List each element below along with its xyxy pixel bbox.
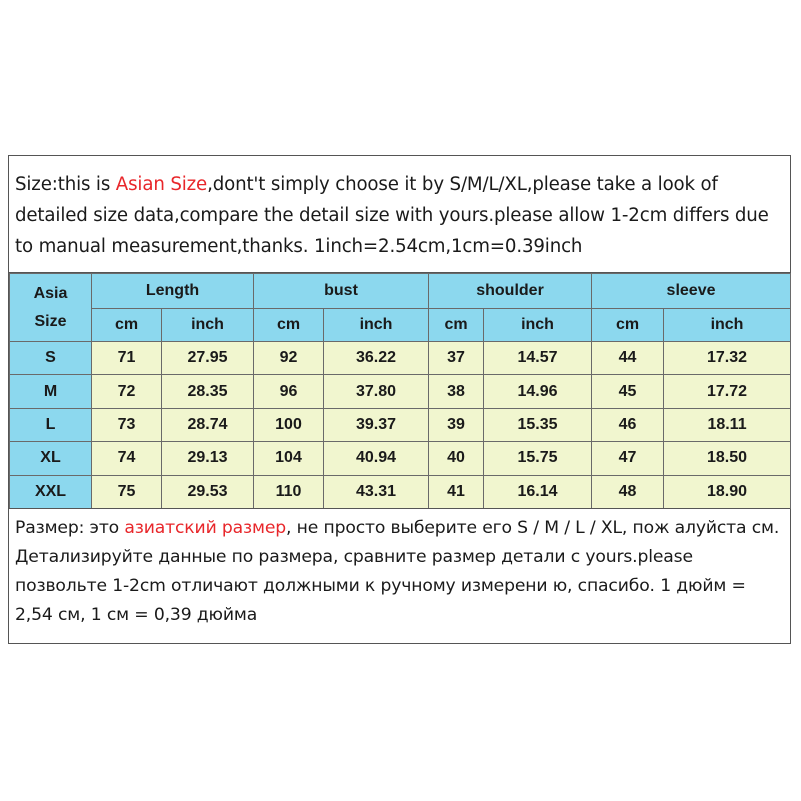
table-row [10, 442, 791, 475]
table-cell: 45 [592, 375, 664, 408]
table-cell: 37 [429, 342, 484, 375]
table-cell: 96 [254, 375, 324, 408]
table-cell: 17.72 [664, 375, 791, 408]
table-cell: 29.53 [162, 475, 254, 508]
group-header-row [10, 274, 791, 309]
table-cell: 37.80 [324, 375, 429, 408]
table-cell: 75 [92, 475, 162, 508]
asia-size-header: Asia Size [10, 274, 92, 342]
table-cell: 73 [92, 408, 162, 441]
unit-header: cm [429, 309, 484, 342]
sleeve-header: sleeve [592, 274, 791, 309]
table-cell: 43.31 [324, 475, 429, 508]
table-cell: 28.35 [162, 375, 254, 408]
table-cell: 18.11 [664, 408, 791, 441]
table-cell: 36.22 [324, 342, 429, 375]
unit-header: inch [162, 309, 254, 342]
table-cell: 28.74 [162, 408, 254, 441]
table-cell: 40 [429, 442, 484, 475]
size-label: M [10, 375, 92, 408]
unit-header: inch [664, 309, 791, 342]
table-cell: 71 [92, 342, 162, 375]
intro-text-rest: ,dont't simply choose it by S/M/L/XL,please take a look of detailed size data,compare the detail size with yours.please allow 1-2cm differs due to manual measurement,thanks. 1inch=2.54cm,1cm=0.39inch [15, 174, 769, 257]
table-cell: 48 [592, 475, 664, 508]
table-cell: 39.37 [324, 408, 429, 441]
size-label: S [10, 342, 92, 375]
table-row [10, 375, 791, 408]
table-cell: 18.50 [664, 442, 791, 475]
unit-header: cm [92, 309, 162, 342]
table-cell: 41 [429, 475, 484, 508]
table-cell: 40.94 [324, 442, 429, 475]
table-row [10, 475, 791, 508]
table-cell: 14.57 [484, 342, 592, 375]
unit-header-row [10, 309, 791, 342]
table-cell: 104 [254, 442, 324, 475]
table-cell: 38 [429, 375, 484, 408]
table-cell: 92 [254, 342, 324, 375]
table-cell: 16.14 [484, 475, 592, 508]
table-cell: 100 [254, 408, 324, 441]
table-cell: 15.35 [484, 408, 592, 441]
table-cell: 47 [592, 442, 664, 475]
unit-header: cm [254, 309, 324, 342]
table-cell: 46 [592, 408, 664, 441]
table-row [10, 342, 791, 375]
table-cell: 18.90 [664, 475, 791, 508]
table-cell: 14.96 [484, 375, 592, 408]
table-cell: 74 [92, 442, 162, 475]
table-cell: 110 [254, 475, 324, 508]
table-row [10, 408, 791, 441]
unit-header: cm [592, 309, 664, 342]
table-cell: 29.13 [162, 442, 254, 475]
size-label: XL [10, 442, 92, 475]
size-label: XXL [10, 475, 92, 508]
outro-text-rest: , не просто выберите его S / M / L / XL, пож алуйста см. Детализируйте данные по размера, сравните размер детали с yours.please позвольте 1-2cm отличают должными к ручному измерени ю, спасибо. 1 дюйм = 2,54 см, 1 см = 0,39 дюйма [15, 518, 780, 625]
unit-header: inch [324, 309, 429, 342]
shoulder-header: shoulder [429, 274, 592, 309]
outro-text-start: Размер: это [15, 518, 125, 538]
table-cell: 44 [592, 342, 664, 375]
intro-text-start: Size:this is [15, 174, 116, 195]
table-cell: 17.32 [664, 342, 791, 375]
table-cell: 15.75 [484, 442, 592, 475]
russian-size-note [9, 508, 790, 643]
table-cell: 27.95 [162, 342, 254, 375]
asian-size-highlight: Asian Size [115, 174, 208, 195]
length-header: Length [92, 274, 254, 309]
table-cell: 72 [92, 375, 162, 408]
size-label: L [10, 408, 92, 441]
size-table [9, 273, 791, 509]
asian-size-highlight-ru: азиатский размер [124, 518, 287, 538]
table-cell: 39 [429, 408, 484, 441]
size-chart-card [8, 155, 791, 644]
english-size-note [9, 156, 790, 273]
unit-header: inch [484, 309, 592, 342]
bust-header: bust [254, 274, 429, 309]
